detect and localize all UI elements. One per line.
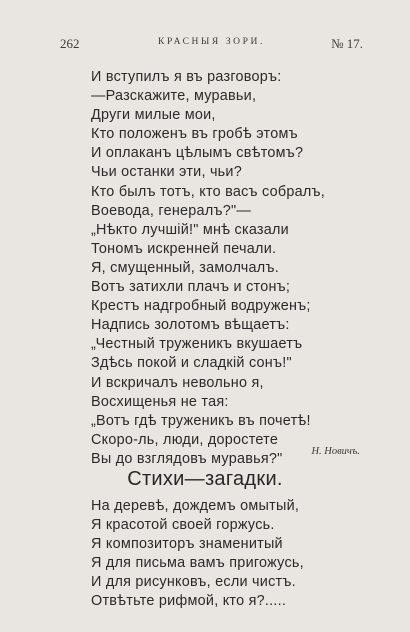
poem-line: Тономъ искренней печали. (91, 240, 277, 257)
poem-line: Крестъ надгробный водруженъ; (91, 298, 311, 315)
riddle-line: Я композиторъ знаменитый (91, 536, 283, 553)
poem-line: „Честный труженикъ вкушаетъ (91, 336, 303, 353)
poem-line: И вступилъ я въ разговоръ: (91, 69, 282, 85)
riddle-line: И для рисунковъ, если чистъ. (91, 574, 296, 591)
poem-line: Вотъ затихли плачъ и стонъ; (91, 279, 291, 296)
poem-line: Кто былъ тотъ, кто васъ собралъ, (91, 183, 326, 200)
riddle-line: Я для письма вамъ пригожусь, (91, 555, 304, 572)
riddle-line: Я красотой своей горжусь. (91, 517, 275, 534)
poem-line: Вы до взглядовъ муравья?" (91, 450, 283, 467)
journal-title: КРАСНЫЯ ЗОРИ. (158, 37, 265, 47)
poem-line: Восхищенья не тая: (91, 393, 229, 410)
poem-line: „Вотъ гдѣ труженикъ въ почетѣ! (91, 412, 311, 429)
page-number: 262 (60, 36, 80, 51)
poem-line: Я, смущенный, замолчалъ. (91, 259, 279, 276)
poem-line: Други милые мои, (91, 107, 216, 124)
poem-line: Чьи останки эти, чьи? (91, 164, 242, 181)
poem-line: —Разскажите, муравьи, (91, 88, 257, 105)
poem-line: Воевода, генералъ?"— (91, 202, 251, 219)
poem-line: Кто положенъ въ гробѣ этомъ (91, 126, 298, 143)
poem-line: Здѣсь покой и сладкій сонъ!" (91, 355, 292, 372)
poem-author: Н. Новичъ. (311, 446, 360, 457)
poem-line: Скоро-ль, люди, доростете (91, 431, 279, 448)
poem-line: И вскричалъ невольно я, (91, 374, 264, 391)
poem-line: Надпись золотомъ вѣщаетъ: (91, 317, 290, 334)
poem-text (91, 68, 381, 469)
riddle-line: Отвѣтьте рифмой, кто я?..... (91, 593, 287, 610)
poem-line: „Нѣкто лучшій!" мнѣ сказали (91, 221, 289, 238)
riddle-text (91, 497, 381, 612)
section-title: Стихи—загадки. (127, 468, 283, 490)
poem-line: И оплаканъ цѣлымъ свѣтомъ? (91, 145, 304, 162)
running-header (60, 36, 363, 52)
issue-number: № 17. (331, 36, 363, 51)
riddle-line: На деревѣ, дождемъ омытый, (91, 498, 300, 514)
